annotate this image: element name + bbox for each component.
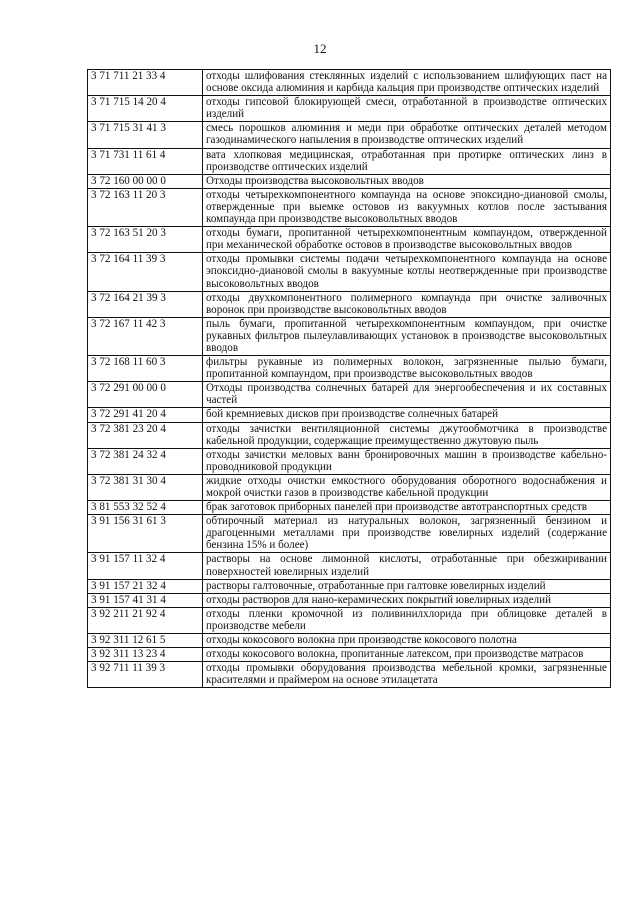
- waste-code-cell: 3 91 157 21 32 4: [88, 579, 203, 593]
- waste-code-cell: 3 72 381 24 32 4: [88, 448, 203, 474]
- waste-description-cell: отходы кокосового волокна при производстве кокосового полотна: [203, 634, 611, 648]
- table-row: [88, 174, 611, 188]
- waste-description-cell: отходы растворов для нано-керамических покрытий ювелирных изделий: [203, 593, 611, 607]
- waste-code-cell: 3 92 711 11 39 3: [88, 662, 203, 688]
- table-row: [88, 634, 611, 648]
- waste-description-cell: фильтры рукавные из полимерных волокон, загрязненные пылью бумаги, пропитанной компаундом, при производстве высоковольтных вводов: [203, 356, 611, 382]
- waste-code-cell: 3 92 311 13 23 4: [88, 648, 203, 662]
- waste-code-cell: 3 92 311 12 61 5: [88, 634, 203, 648]
- waste-classification-table: [87, 69, 611, 688]
- table-row: [88, 188, 611, 226]
- waste-code-cell: 3 72 163 11 20 3: [88, 188, 203, 226]
- table-row: [88, 317, 611, 355]
- waste-code-cell: 3 91 157 41 31 4: [88, 593, 203, 607]
- table-row: [88, 148, 611, 174]
- waste-description-cell: отходы двухкомпонентного полимерного компаунда при очистке заливочных воронок при производстве высоковольтных вводов: [203, 291, 611, 317]
- waste-code-cell: 3 72 164 21 39 3: [88, 291, 203, 317]
- waste-code-cell: 3 71 731 11 61 4: [88, 148, 203, 174]
- waste-code-cell: 3 72 160 00 00 0: [88, 174, 203, 188]
- waste-code-cell: 3 72 167 11 42 3: [88, 317, 203, 355]
- waste-description-cell: Отходы производства высоковольтных вводов: [203, 174, 611, 188]
- waste-description-cell: смесь порошков алюминия и меди при обработке оптических деталей методом газодинамического напыления в производстве оптических изделий: [203, 122, 611, 148]
- table-row: [88, 474, 611, 500]
- waste-code-cell: 3 71 711 21 33 4: [88, 70, 203, 96]
- table-row: [88, 122, 611, 148]
- page-number: 12: [313, 41, 327, 56]
- waste-code-cell: 3 72 163 51 20 3: [88, 227, 203, 253]
- waste-code-cell: 3 72 164 11 39 3: [88, 253, 203, 291]
- waste-code-cell: 3 72 381 23 20 4: [88, 422, 203, 448]
- waste-description-cell: отходы шлифования стеклянных изделий с использованием шлифующих паст на основе оксида алюминия и карбида кальция при производстве оптических изделий: [203, 70, 611, 96]
- waste-description-cell: брак заготовок приборных панелей при производстве автотранспортных средств: [203, 501, 611, 515]
- waste-code-cell: 3 92 211 21 92 4: [88, 607, 203, 633]
- waste-description-cell: вата хлопковая медицинская, отработанная при протирке оптических линз в производстве оптических изделий: [203, 148, 611, 174]
- waste-description-cell: отходы кокосового волокна, пропитанные латексом, при производстве матрасов: [203, 648, 611, 662]
- waste-description-cell: отходы промывки оборудования производства мебельной кромки, загрязненные красителями и праймером на основе этилацетата: [203, 662, 611, 688]
- table-row: [88, 579, 611, 593]
- waste-description-cell: жидкие отходы очистки емкостного оборудования оборотного водоснабжения и мокрой очистки газов в производстве кабельной продукции: [203, 474, 611, 500]
- table-row: [88, 96, 611, 122]
- waste-code-cell: 3 72 381 31 30 4: [88, 474, 203, 500]
- waste-code-cell: 3 72 291 41 20 4: [88, 408, 203, 422]
- waste-description-cell: отходы пленки кромочной из поливинилхлорида при облицовке деталей в производстве мебели: [203, 607, 611, 633]
- waste-description-cell: отходы промывки системы подачи четырехкомпонентного компаунда на основе эпоксидно-диановой смолы в вакуумные котлы неотвержденные при производстве высоковольтных вводов: [203, 253, 611, 291]
- table-row: [88, 593, 611, 607]
- table-row: [88, 253, 611, 291]
- waste-description-cell: отходы гипсовой блокирующей смеси, отработанной в производстве оптических изделий: [203, 96, 611, 122]
- waste-description-cell: отходы зачистки меловых ванн бронировочных машин в производстве кабельно-проводниковой продукции: [203, 448, 611, 474]
- table-row: [88, 422, 611, 448]
- table-row: [88, 607, 611, 633]
- waste-description-cell: растворы галтовочные, отработанные при галтовке ювелирных изделий: [203, 579, 611, 593]
- waste-code-cell: 3 71 715 31 41 3: [88, 122, 203, 148]
- waste-description-cell: отходы бумаги, пропитанной четырехкомпонентным компаундом, отвержденной при механической обработке остовов в производстве высоковольтных вводов: [203, 227, 611, 253]
- waste-code-cell: 3 72 168 11 60 3: [88, 356, 203, 382]
- waste-description-cell: Отходы производства солнечных батарей для энергообеспечения и их составных частей: [203, 382, 611, 408]
- waste-description-cell: отходы четырехкомпонентного компаунда на основе эпоксидно-диановой смолы, отвержденные при выемке остовов из вакуумных котлов после застывания компаунда при производстве высоковольтных вводов: [203, 188, 611, 226]
- table-row: [88, 408, 611, 422]
- table-row: [88, 648, 611, 662]
- table-row: [88, 553, 611, 579]
- waste-code-cell: 3 71 715 14 20 4: [88, 96, 203, 122]
- table-row: [88, 70, 611, 96]
- table-row: [88, 515, 611, 553]
- waste-code-cell: 3 72 291 00 00 0: [88, 382, 203, 408]
- table-row: [88, 662, 611, 688]
- table-row: [88, 448, 611, 474]
- table-row: [88, 501, 611, 515]
- table-row: [88, 227, 611, 253]
- table-row: [88, 356, 611, 382]
- waste-description-cell: пыль бумаги, пропитанной четырехкомпонентным компаундом, при очистке рукавных фильтров пылеулавливающих установок в производстве высоковольтных вводов: [203, 317, 611, 355]
- waste-description-cell: растворы на основе лимонной кислоты, отработанные при обезжиривании поверхностей ювелирных изделий: [203, 553, 611, 579]
- waste-description-cell: обтирочный материал из натуральных волокон, загрязненный бензином и драгоценными металлами при производстве ювелирных изделий (содержание бензина 15% и более): [203, 515, 611, 553]
- waste-code-cell: 3 91 156 31 61 3: [88, 515, 203, 553]
- table-row: [88, 291, 611, 317]
- waste-description-cell: отходы зачистки вентиляционной системы джутообмотчика в производстве кабельной продукции, содержащие преимущественно джутовую пыль: [203, 422, 611, 448]
- waste-code-cell: 3 91 157 11 32 4: [88, 553, 203, 579]
- table-row: [88, 382, 611, 408]
- waste-code-cell: 3 81 553 32 52 4: [88, 501, 203, 515]
- waste-description-cell: бой кремниевых дисков при производстве солнечных батарей: [203, 408, 611, 422]
